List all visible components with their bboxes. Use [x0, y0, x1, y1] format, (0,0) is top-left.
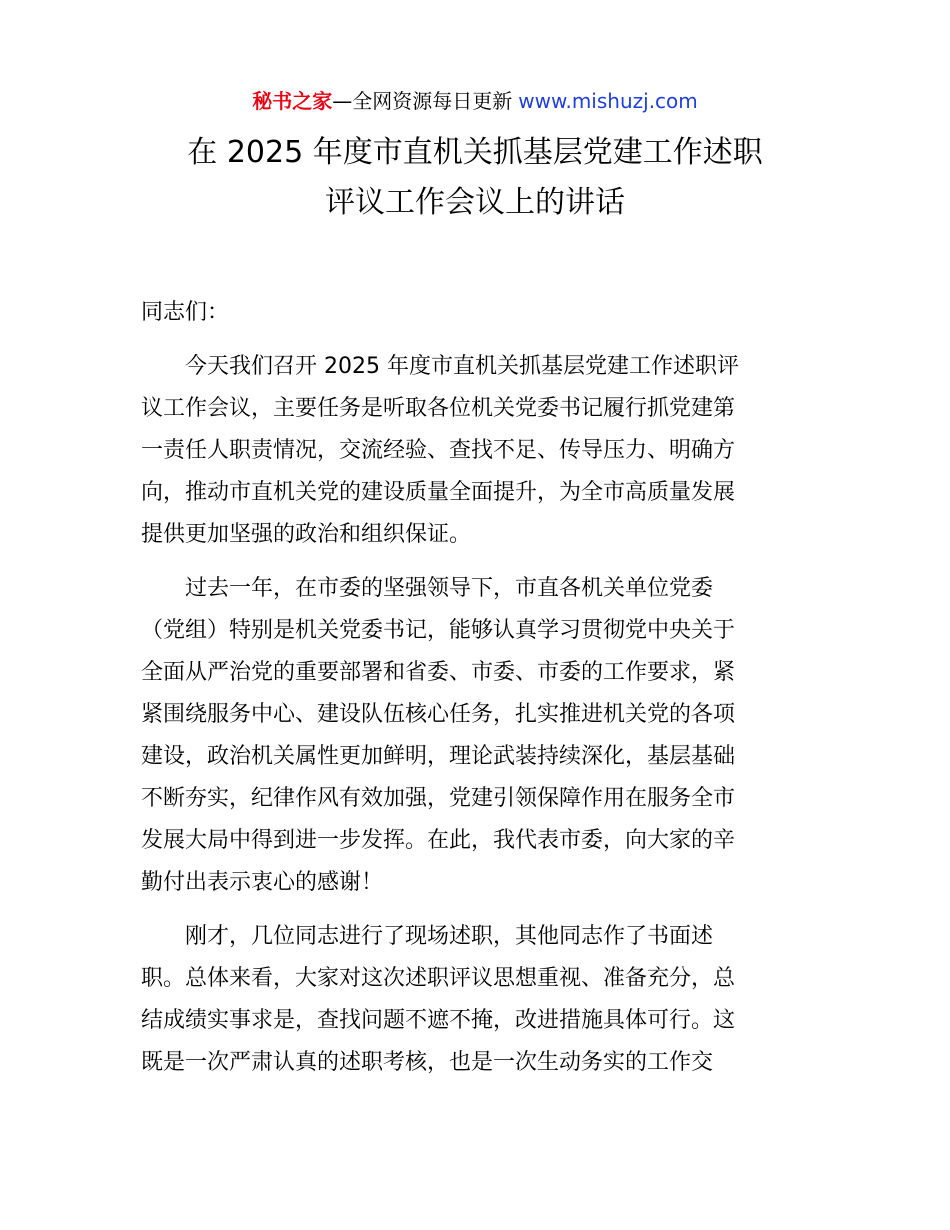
title-line-1: 在 2025 年度市直机关抓基层党建工作述职 — [187, 135, 763, 170]
paragraph-line: 一责任人职责情况，交流经验、查找不足、传导压力、明确方 — [141, 438, 736, 463]
greeting: 同志们： — [141, 300, 230, 325]
paragraph-line: 建设，政治机关属性更加鲜明，理论武装持续深化，基层基础 — [141, 744, 736, 769]
paragraph-line: 刚才，几位同志进行了现场述职，其他同志作了书面述 — [185, 924, 714, 949]
paragraph-line: 职。总体来看，大家对这次述职评议思想重视、准备充分，总 — [141, 966, 736, 991]
paragraph-line: 既是一次严肃认真的述职考核，也是一次生动务实的工作交 — [141, 1050, 714, 1075]
paragraph-1 — [141, 346, 811, 556]
paragraph-line: 过去一年，在市委的坚强领导下，市直各机关单位党委 — [185, 576, 714, 601]
paragraph-line: 全面从严治党的重要部署和省委、市委、市委的工作要求，紧 — [141, 660, 736, 685]
paragraph-line: 议工作会议，主要任务是听取各位机关党委书记履行抓党建第 — [141, 396, 736, 421]
paragraph-line: 勤付出表示衷心的感谢！ — [141, 870, 384, 895]
paragraph-line: （党组）特别是机关党委书记，能够认真学习贯彻党中央关于 — [141, 618, 736, 643]
paragraph-line: 今天我们召开 2025 年度市直机关抓基层党建工作述职评 — [185, 354, 739, 379]
title-line-2: 评议工作会议上的讲话 — [325, 185, 625, 220]
paragraph-2 — [141, 568, 811, 904]
document-title — [0, 128, 950, 228]
brand-name: 秘书之家 — [252, 89, 333, 113]
header-slogan: —全网资源每日更新 — [332, 89, 513, 113]
paragraph-line: 发展大局中得到进一步发挥。在此，我代表市委，向大家的辛 — [141, 828, 736, 853]
paragraph-line: 提供更加坚强的政治和组织保证。 — [141, 522, 472, 547]
paragraph-3 — [141, 916, 811, 1084]
paragraph-line: 结成绩实事求是，查找问题不遮不掩，改进措施具体可行。这 — [141, 1008, 736, 1033]
paragraph-line: 向，推动市直机关党的建设质量全面提升，为全市高质量发展 — [141, 480, 736, 505]
site-header — [0, 86, 950, 116]
paragraph-line: 紧围绕服务中心、建设队伍核心任务，扎实推进机关党的各项 — [141, 702, 736, 727]
site-url[interactable]: www.mishuzj.com — [518, 89, 698, 113]
paragraph-line: 不断夯实，纪律作风有效加强，党建引领保障作用在服务全市 — [141, 786, 736, 811]
document-body — [141, 292, 811, 1096]
